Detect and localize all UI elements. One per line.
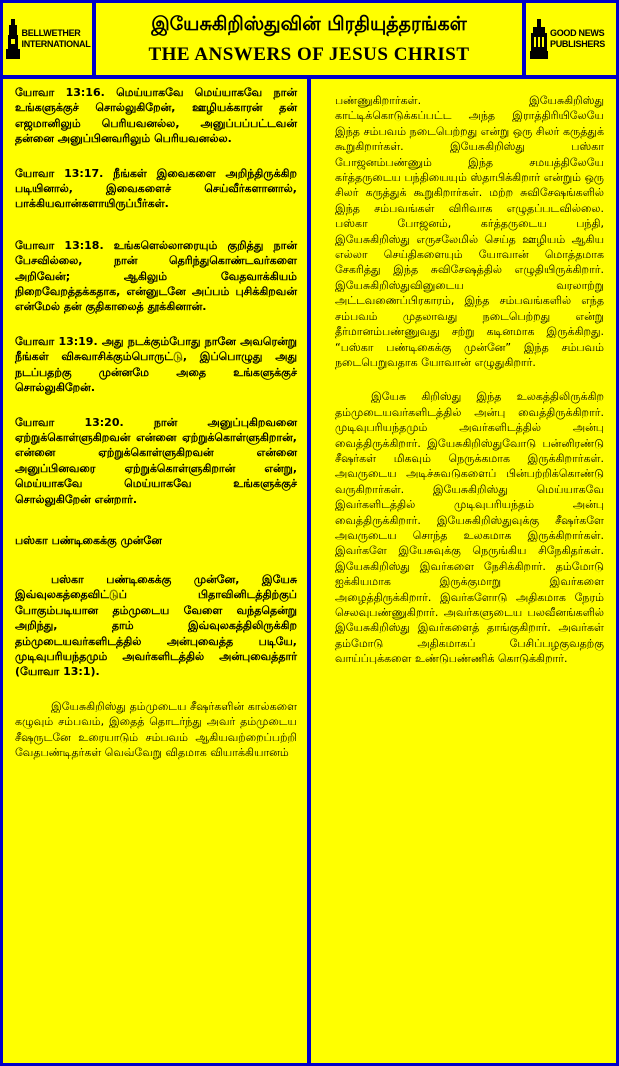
section-heading: பஸ்கா பண்டிகைக்கு முன்னே [15,533,162,547]
verse-13-19: யோவா 13:19. அது நடக்கும்போது நானே அவரென்று நீங்கள் விசுவாசிக்கும்பொருட்டு, இப்பொழுது அது நடப்பதற்கு முன்னமே அதை உங்களுக்குச் சொல்லுகிறேன். [15,334,297,395]
good-news-logo-text: GOOD NEWS PUBLISHERS [550,28,606,49]
intro-paragraph: பஸ்கா பண்டிகைக்கு முன்னே, இயேசு இவ்வுலகத்தைவிட்டுப் பிதாவினிடத்திற்குப் போகும்படியான தம்முடைய வேளை வந்ததென்று அறிந்து, தாம் இவ்வுலகத்திலிருக்கிற தம்முடையவர்களிடத்தில் அன்புவைத்த படியே, முடிவுபரியந்தமும் அவர்களிடத்தில் அன்புவைத்தார் (யோவா 13:1). [15,572,297,679]
commentary-paragraph-2: பண்ணுகிறார்கள். இயேசுகிறிஸ்து காட்டிக்கொடுக்கப்பட்ட அந்த இராத்திரியிலேயே இந்த சம்பவம் நடைபெற்றது என்று ஒரு சிலர் கருத்துக் கூறுகிறார்கள். இயேசுகிறிஸ்து பஸ்கா போஜனம்பண்ணும் இந்த சமயத்திலேயே கர்த்தருடைய பந்தியையும் ஸ்தாபிக்கிறார் என்றும் ஒரு சிலர் கருத்துக் கூறுகிறார்கள். மற்ற சுவிசேஷங்களில் இந்த சம்பவங்கள் விரிவாக எழுதப்படவில்லை. பஸ்கா போஜனம், கர்த்தருடைய பந்தி, இயேசுகிறிஸ்து எருசலேமில் செய்த ஊழியம் ஆகிய எல்லா செய்திகளையும் யோவான் மொத்தமாக சேகரித்து இந்த சுவிசேஷத்தில் எழுதியிருக்கிறார். இயேசுகிறிஸ்துவினுடைய வரலாற்று அட்டவணைப்பிரகாரம், இந்த சம்பவங்களில் எந்த சம்பவம் முதலாவது நடைபெற்றது என்று தீர்மானம்பண்ணுவது சற்று கடினமாக இருக்கிறது. “பஸ்கா பண்டிகைக்கு முன்னே” இந்த சம்பவம் நடைபெறுவதாக யோவான் எழுதுகிறார். [335,94,604,369]
title-tamil: இயேசுகிறிஸ்துவின் பிரதியுத்தரங்கள் [151,13,467,35]
building-icon [530,19,548,59]
header [3,3,616,79]
verse-13-16: யோவா 13:16. மெய்யாகவே மெய்யாகவே நான் உங்களுக்குச் சொல்லுகிறேன், ஊழியக்காரன் தன் எஜமானிலும் பெரியவனல்ல, அனுப்பப்பட்டவன் தன்னை அனுப்பினவரிலும் பெரியவனல்ல. [15,86,297,146]
bellwether-logo [3,3,96,75]
good-news-logo [522,3,616,75]
commentary-paragraph-1: இயேசுகிறிஸ்து தம்முடைய சீஷர்களின் கால்களை கழுவும் சம்பவம், இதைத் தொடர்ந்து அவர் தம்முடைய சீஷருடனே உரையாடும் சம்பவம் ஆகியவற்றைப்பற்றி வேதபண்டிதர்கள் வெவ்வேறு விதமாக வியாக்கியானம் [15,699,297,759]
bell-tower-icon [6,19,20,59]
title-box [96,3,522,75]
verse-13-17: யோவா 13:17. நீங்கள் இவைகளை அறிந்திருக்கிற படியினால், இவைகளைச் செய்வீர்களானால், பாக்கியவான்களாயிருப்பீர்கள். [15,166,297,211]
title-english: THE ANSWERS OF JESUS CHRIST [148,44,470,65]
verse-13-20: யோவா 13:20. நான் அனுப்புகிறவனை ஏற்றுக்கொள்ளுகிறவன் என்னை ஏற்றுக்கொள்ளுகிறான், என்னை ஏற்றுக்கொள்ளுகிறவன் என்னை அனுப்பினவரை ஏற்றுக்கொள்ளுகிறான் என்று, மெய்யாகவே மெய்யாகவே உங்களுக்குச் சொல்லுகிறேன் என்றார். [15,415,297,506]
verse-13-18: யோவா 13:18. உங்களெல்லாரையும் குறித்து நான் பேசவில்லை, நான் தெரிந்துகொண்டவர்களை அறிவேன்; ஆகிலும் வேதவாக்கியம் நிறைவேறத்தக்கதாக, என்னுடனே அப்பம் புசிக்கிறவன் என்மேல் தன் குதிகாலைத் தூக்கினான். [15,238,297,314]
left-column [3,79,311,1063]
commentary-paragraph-3: இயேசு கிறிஸ்து இந்த உலகத்திலிருக்கிற தம்முடையவர்களிடத்தில் அன்பு வைத்திருக்கிறார். முடிவுபரியந்தமும் அவர்களிடத்தில் அன்பு வைத்திருக்கிறார். இயேசுகிறிஸ்துவோடு பன்னிரண்டு சீஷர்கள் மிகவும் நெருக்கமாக இருக்கிறார்கள். அவருடைய அடிச்சுவடுகளைப் பின்பற்றிக்கொண்டு வருகிறார்கள். இயேசுகிறிஸ்து மெய்யாகவே இவர்களிடத்தில் முடிவுபரியந்தம் அன்பு வைத்திருக்கிறார். இயேசுகிறிஸ்துவுக்கு சீஷர்களே அவருடைய சொந்த உலகமாக இருக்கிறார்கள். இவர்களே இயேசுவுக்கு நெருங்கிய சிநேகிதர்கள். இயேசுகிறிஸ்து இவர்களை நேசிக்கிறார். தம்மோடு ஐக்கியமாக இருக்குமாறு இவர்களை அழைத்திருக்கிறார். இவர்களோடு அதிகமாக நேரம் செலவுபண்ணுகிறார். அவர்களுடைய பலவீனங்களில் இயேசுகிறிஸ்து இவர்களைத் தாங்குகிறார். அவர்கள் தம்மோடு அதிகமாகப் பேசிப்பழகுவதற்கு வாய்ப்புக்களை உண்டுபண்ணிக் கொடுக்கிறார். [335,390,604,666]
right-column [311,79,616,1063]
bellwether-logo-text: BELLWETHER INTERNATIONAL [21,28,91,49]
